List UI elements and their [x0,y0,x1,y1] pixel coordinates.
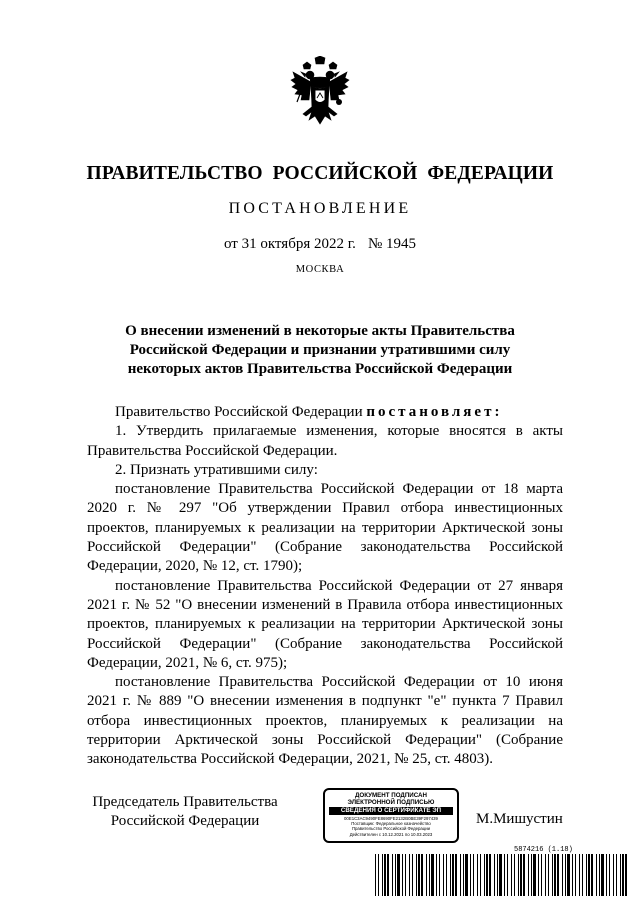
barcode-bar [562,854,563,896]
barcode-bar [591,854,593,896]
paragraph-5: постановление Правительства Российской Федерации от 10 июня 2021 г. № 889 "О внесении изменения в подпункт "е" пункта 7 Правил отбора инвестиционных проектов, планируемых к реализации на территории Арктической зоны Российской Федерации" (Собрание законодательства Российской Федерации, 2021, № 25, ст. 4803). [87,674,563,768]
barcode-bar [416,854,417,896]
barcode-bar [622,854,624,896]
barcode-bar [514,854,515,896]
barcode-bar [431,854,434,896]
barcode-bar [606,854,607,896]
stamp-serial: 00E1C3AC9490FE8690FE2132B0BE39F297439 [344,816,438,821]
paragraph-4: постановление Правительства Российской Федерации от 27 января 2021 г. № 52 "О внесении изменений в Правила отбора инвестиционных проектов, планируемых к реализации на территории Арктической зоны Российской Федерации" (Собрание законодательства Российской Федерации, 2021, № 6, ст. 975); [87,577,563,671]
barcode-bar [418,854,420,896]
russian-coat-of-arms-icon [289,56,351,136]
barcode-bar [443,854,444,896]
barcode-bar [497,854,498,896]
document-date: от 31 октября 2022 г. [223,236,356,252]
barcode-bar [507,854,508,896]
barcode-bar [599,854,600,896]
barcode-bar [528,854,529,896]
paragraph-3: постановление Правительства Российской Федерации от 18 марта 2020 г. № 297 "Об утверждении Правил отбора инвестиционных проектов, планируемых к реализации на территории Арктической зоны Российской Федерации" (Собрание законодательства Российской Федерации, 2020, № 12, ст. 1790); [87,481,563,575]
paragraph-2: 2. Признать утратившими силу: [115,461,318,478]
document-body [87,403,563,770]
barcode-bar [387,854,389,896]
stamp-issuer: Поставщик: Федеральное казначейство [351,821,431,827]
barcode-bar [405,854,406,896]
barcode-bar [567,854,570,896]
barcode-bar [392,854,393,896]
position-line: Председатель Правительства [92,794,278,810]
barcode-bar [548,854,549,896]
barcode-bar [579,854,580,896]
barcode-bar [588,854,590,896]
barcode-bar [480,854,481,896]
barcode-bar [436,854,437,896]
paragraph-1: 1. Утвердить прилагаемые изменения, которые вносятся в акты Правительства Российской Федерации. [87,423,563,459]
barcode-bar [429,854,430,896]
document-date-line [0,236,640,253]
barcode-bar [470,854,471,896]
stamp-issuer: Правительство Российской Федерации [351,826,431,832]
barcode-bar [455,854,457,896]
barcode-bar [412,854,413,896]
barcode-bar [565,854,566,896]
barcode-bar [601,854,604,896]
heading-line: некоторых актов Правительства Российской Федерации [127,361,513,377]
barcode-bar [518,854,519,896]
stamp-line: ЭЛЕКТРОННОЙ ПОДПИСЬЮ [347,799,435,806]
barcode-bar [494,854,495,896]
signatory-position [80,793,290,831]
barcode-bar [625,854,627,896]
barcode-bar [616,854,617,896]
barcode-icon [375,854,631,896]
electronic-signature-stamp [323,788,459,843]
barcode-bar [409,854,410,896]
barcode-bar [395,854,396,896]
barcode-bar [596,854,597,896]
document-city: МОСКВА [295,264,345,275]
barcode-bar [554,854,556,896]
barcode-bar [572,854,573,896]
barcode-bar [465,854,468,896]
barcode-bar [382,854,383,896]
barcode-bar [523,854,525,896]
barcode-bar [586,854,587,896]
stamp-certificate-bar: СВЕДЕНИЯ О СЕРТИФИКАТЕ ЭП [329,807,453,815]
intro-prefix: Правительство Российской Федерации [115,404,367,420]
barcode-bar [533,854,536,896]
barcode-bar [384,854,386,896]
barcode-bar [473,854,474,896]
barcode-bar [545,854,546,896]
barcode-bar [531,854,532,896]
barcode-bar [557,854,559,896]
barcode-bar [484,854,485,896]
barcode-bar [402,854,403,896]
government-title: ПРАВИТЕЛЬСТВО РОССИЙСКОЙ ФЕДЕРАЦИИ [86,163,554,184]
document-type: ПОСТАНОВЛЕНИЕ [228,200,412,217]
intro-paragraph [87,403,563,422]
barcode-bar [511,854,512,896]
barcode-bar [486,854,488,896]
barcode-bar [452,854,454,896]
barcode-bar [620,854,621,896]
barcode-bar [582,854,583,896]
document-number: № 1945 [367,236,416,252]
barcode-bar [439,854,440,896]
barcode-code: 5874216 (1.18) [514,846,573,854]
signatory-name: М.Мишустин [476,811,563,827]
barcode-bar [499,854,502,896]
document-heading [60,322,580,379]
barcode-bar [575,854,576,896]
barcode-bar [397,854,400,896]
barcode-bar [421,854,423,896]
heading-line: Российской Федерации и признании утратившими силу [129,342,511,358]
barcode-bar [504,854,505,896]
barcode-bar [477,854,478,896]
intro-decree-word: постановляет: [366,404,503,420]
stamp-line: ДОКУМЕНТ ПОДПИСАН [355,792,427,799]
barcode-bar [541,854,542,896]
barcode-bar [538,854,539,896]
position-line: Российской Федерации [110,813,260,829]
barcode-bar [378,854,379,896]
barcode-bar [426,854,427,896]
barcode-bar [520,854,522,896]
heading-line: О внесении изменений в некоторые акты Правительства [125,323,515,339]
barcode-bar [375,854,376,896]
barcode-bar [489,854,491,896]
barcode-bar [450,854,451,896]
barcode-bar [552,854,553,896]
barcode-bar [446,854,447,896]
barcode-bar [609,854,610,896]
barcode-bar [463,854,464,896]
barcode-bar [613,854,614,896]
stamp-validity: Действителен с 10.12.2021 по 10.03.2023 [349,831,433,837]
barcode-bar [460,854,461,896]
